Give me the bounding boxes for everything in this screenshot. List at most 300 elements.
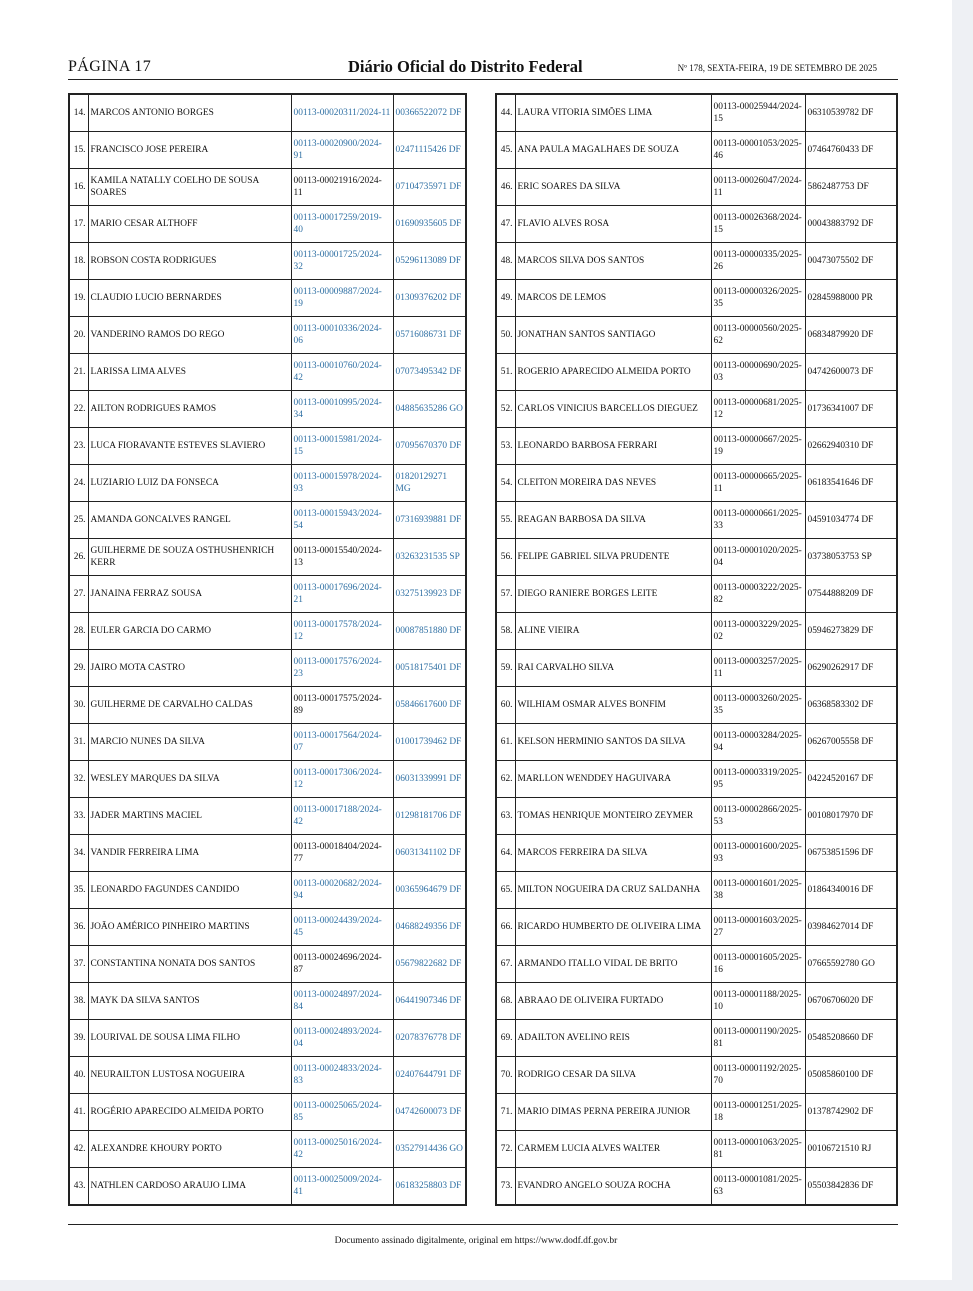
process-number: 00113-00024897/2024-84 — [291, 983, 393, 1020]
process-number: 00113-00001605/2025-16 — [711, 946, 805, 983]
row-number: 50. — [496, 317, 515, 354]
table-row — [69, 391, 466, 428]
person-name: MAYK DA SILVA SANTOS — [88, 983, 291, 1020]
table-row — [69, 280, 466, 317]
process-number: 00113-00024833/2024-83 — [291, 1057, 393, 1094]
document-number: 02662940310 DF — [805, 428, 897, 465]
process-number: 00113-00001188/2025-10 — [711, 983, 805, 1020]
process-number: 00113-00003229/2025-02 — [711, 613, 805, 650]
row-number: 25. — [69, 502, 88, 539]
person-name: DIEGO RANIERE BORGES LEITE — [515, 576, 711, 613]
person-name: ROGERIO APARECIDO ALMEIDA PORTO — [515, 354, 711, 391]
document-number: 04688249356 DF — [393, 909, 466, 946]
person-name: LAURA VITORIA SIMÕES LIMA — [515, 94, 711, 132]
document-number: 01690935605 DF — [393, 206, 466, 243]
person-name: MILTON NOGUEIRA DA CRUZ SALDANHA — [515, 872, 711, 909]
row-number: 16. — [69, 169, 88, 206]
process-number: 00113-00025944/2024-15 — [711, 94, 805, 132]
person-name: EULER GARCIA DO CARMO — [88, 613, 291, 650]
document-number: 04885635286 GO — [393, 391, 466, 428]
document-number: 00043883792 DF — [805, 206, 897, 243]
document-number: 02471115426 DF — [393, 132, 466, 169]
row-number: 57. — [496, 576, 515, 613]
row-number: 53. — [496, 428, 515, 465]
person-name: ARMANDO ITALLO VIDAL DE BRITO — [515, 946, 711, 983]
row-number: 69. — [496, 1020, 515, 1057]
process-number: 00113-00003319/2025-95 — [711, 761, 805, 798]
table-row — [496, 169, 897, 206]
table-row — [496, 132, 897, 169]
page-number: PÁGINA 17 — [68, 58, 152, 75]
person-name: WESLEY MARQUES DA SILVA — [88, 761, 291, 798]
person-name: CLEITON MOREIRA DAS NEVES — [515, 465, 711, 502]
person-name: CARLOS VINICIUS BARCELLOS DIEGUEZ — [515, 391, 711, 428]
process-number: 00113-00025016/2024-42 — [291, 1131, 393, 1168]
process-number: 00113-00000665/2025-11 — [711, 465, 805, 502]
document-number: 01820129271 MG — [393, 465, 466, 502]
process-number: 00113-00001053/2025-46 — [711, 132, 805, 169]
person-name: MARLLON WENDDEY HAGUIVARA — [515, 761, 711, 798]
document-number: 06031341102 DF — [393, 835, 466, 872]
person-name: ANA PAULA MAGALHAES DE SOUZA — [515, 132, 711, 169]
table-row — [496, 502, 897, 539]
table-row — [496, 613, 897, 650]
document-number: 01736341007 DF — [805, 391, 897, 428]
row-number: 28. — [69, 613, 88, 650]
document-number: 05846617600 DF — [393, 687, 466, 724]
table-row — [496, 280, 897, 317]
row-number: 35. — [69, 872, 88, 909]
table-row — [69, 761, 466, 798]
table-row — [69, 1094, 466, 1131]
process-number: 00113-00001192/2025-70 — [711, 1057, 805, 1094]
row-number: 23. — [69, 428, 88, 465]
document-number: 00366522072 DF — [393, 94, 466, 132]
person-name: NEURAILTON LUSTOSA NOGUEIRA — [88, 1057, 291, 1094]
row-number: 17. — [69, 206, 88, 243]
table-row — [496, 650, 897, 687]
process-number: 00113-00001020/2025-04 — [711, 539, 805, 576]
person-name: CONSTANTINA NONATA DOS SANTOS — [88, 946, 291, 983]
table-row — [496, 798, 897, 835]
process-number: 00113-00017578/2024-12 — [291, 613, 393, 650]
document-number: 07544888209 DF — [805, 576, 897, 613]
person-name: GUILHERME DE SOUZA OSTHUSHENRICH KERR — [88, 539, 291, 576]
person-name: LEONARDO FAGUNDES CANDIDO — [88, 872, 291, 909]
table-row — [69, 650, 466, 687]
document-number: 07464760433 DF — [805, 132, 897, 169]
document-number: 03275139923 DF — [393, 576, 466, 613]
header-divider — [68, 79, 898, 80]
process-number: 00113-00020311/2024-11 — [291, 94, 393, 132]
document-number: 07316939881 DF — [393, 502, 466, 539]
table-row — [69, 539, 466, 576]
process-number: 00113-00018404/2024-77 — [291, 835, 393, 872]
row-number: 31. — [69, 724, 88, 761]
person-name: LEONARDO BARBOSA FERRARI — [515, 428, 711, 465]
person-name: CARMEM LUCIA ALVES WALTER — [515, 1131, 711, 1168]
table-row — [496, 1131, 897, 1168]
row-number: 68. — [496, 983, 515, 1020]
process-number: 00113-00017259/2019-40 — [291, 206, 393, 243]
table-row — [496, 354, 897, 391]
row-number: 58. — [496, 613, 515, 650]
table-row — [496, 465, 897, 502]
document-number: 06183541646 DF — [805, 465, 897, 502]
table-row — [496, 983, 897, 1020]
row-number: 30. — [69, 687, 88, 724]
process-number: 00113-00001251/2025-18 — [711, 1094, 805, 1131]
person-name: RODRIGO CESAR DA SILVA — [515, 1057, 711, 1094]
person-name: MARCOS ANTONIO BORGES — [88, 94, 291, 132]
row-number: 39. — [69, 1020, 88, 1057]
process-number: 00113-00001081/2025-63 — [711, 1168, 805, 1206]
person-name: ADAILTON AVELINO REIS — [515, 1020, 711, 1057]
document-number: 07095670370 DF — [393, 428, 466, 465]
table-row — [496, 1057, 897, 1094]
table-row — [69, 1057, 466, 1094]
document-number: 06267005558 DF — [805, 724, 897, 761]
person-name: GUILHERME DE CARVALHO CALDAS — [88, 687, 291, 724]
process-number: 00113-00000667/2025-19 — [711, 428, 805, 465]
row-number: 32. — [69, 761, 88, 798]
person-name: ERIC SOARES DA SILVA — [515, 169, 711, 206]
table-row — [496, 539, 897, 576]
table-row — [69, 1131, 466, 1168]
row-number: 36. — [69, 909, 88, 946]
person-name: FRANCISCO JOSE PEREIRA — [88, 132, 291, 169]
table-row — [69, 94, 466, 132]
document-number: 06183258803 DF — [393, 1168, 466, 1206]
document-number: 04224520167 DF — [805, 761, 897, 798]
row-number: 71. — [496, 1094, 515, 1131]
process-number: 00113-00001725/2024-32 — [291, 243, 393, 280]
document-number: 5862487753 DF — [805, 169, 897, 206]
person-name: ROGÉRIO APARECIDO ALMEIDA PORTO — [88, 1094, 291, 1131]
row-number: 24. — [69, 465, 88, 502]
row-number: 38. — [69, 983, 88, 1020]
process-number: 00113-00015540/2024-13 — [291, 539, 393, 576]
person-name: KELSON HERMINIO SANTOS DA SILVA — [515, 724, 711, 761]
person-name: ALEXANDRE KHOURY PORTO — [88, 1131, 291, 1168]
process-number: 00113-00000681/2025-12 — [711, 391, 805, 428]
row-number: 59. — [496, 650, 515, 687]
document-number: 05946273829 DF — [805, 613, 897, 650]
row-number: 54. — [496, 465, 515, 502]
row-number: 43. — [69, 1168, 88, 1206]
person-name: JADER MARTINS MACIEL — [88, 798, 291, 835]
document-number: 01864340016 DF — [805, 872, 897, 909]
person-name: CLAUDIO LUCIO BERNARDES — [88, 280, 291, 317]
document-number: 00106721510 RJ — [805, 1131, 897, 1168]
row-number: 15. — [69, 132, 88, 169]
process-number: 00113-00000661/2025-33 — [711, 502, 805, 539]
process-number: 00113-00017564/2024-07 — [291, 724, 393, 761]
table-row — [496, 94, 897, 132]
document-number: 03738053753 SP — [805, 539, 897, 576]
process-number: 00113-00003260/2025-35 — [711, 687, 805, 724]
document-number: 02407644791 DF — [393, 1057, 466, 1094]
row-number: 29. — [69, 650, 88, 687]
edition-info: Nº 178, SEXTA-FEIRA, 19 DE SETEMBRO DE 2025 — [677, 63, 877, 73]
table-row — [496, 946, 897, 983]
document-number: 03984627014 DF — [805, 909, 897, 946]
process-number: 00113-00000690/2025-03 — [711, 354, 805, 391]
row-number: 67. — [496, 946, 515, 983]
person-name: FELIPE GABRIEL SILVA PRUDENTE — [515, 539, 711, 576]
process-number: 00113-00010336/2024-06 — [291, 317, 393, 354]
document-number: 00108017970 DF — [805, 798, 897, 835]
table-row — [496, 909, 897, 946]
process-number: 00113-00021916/2024-11 — [291, 169, 393, 206]
process-number: 00113-00017188/2024-42 — [291, 798, 393, 835]
process-number: 00113-00002866/2025-53 — [711, 798, 805, 835]
row-number: 19. — [69, 280, 88, 317]
row-number: 62. — [496, 761, 515, 798]
process-number: 00113-00001600/2025-93 — [711, 835, 805, 872]
row-number: 51. — [496, 354, 515, 391]
table-row — [69, 835, 466, 872]
row-number: 21. — [69, 354, 88, 391]
process-number: 00113-00017576/2024-23 — [291, 650, 393, 687]
person-name: ROBSON COSTA RODRIGUES — [88, 243, 291, 280]
row-number: 72. — [496, 1131, 515, 1168]
row-number: 70. — [496, 1057, 515, 1094]
process-number: 00113-00026047/2024-11 — [711, 169, 805, 206]
person-name: VANDERINO RAMOS DO REGO — [88, 317, 291, 354]
document-number: 00087851880 DF — [393, 613, 466, 650]
row-number: 52. — [496, 391, 515, 428]
document-number: 07073495342 DF — [393, 354, 466, 391]
table-row — [69, 909, 466, 946]
person-name: VANDIR FERREIRA LIMA — [88, 835, 291, 872]
document-number: 01001739462 DF — [393, 724, 466, 761]
process-number: 00113-00000326/2025-35 — [711, 280, 805, 317]
process-number: 00113-00001601/2025-38 — [711, 872, 805, 909]
document-number: 05296113089 DF — [393, 243, 466, 280]
person-name: MARCOS FERREIRA DA SILVA — [515, 835, 711, 872]
person-name: MARIO DIMAS PERNA PEREIRA JUNIOR — [515, 1094, 711, 1131]
document-number: 01378742902 DF — [805, 1094, 897, 1131]
person-name: MARCOS DE LEMOS — [515, 280, 711, 317]
table-row — [496, 206, 897, 243]
row-number: 40. — [69, 1057, 88, 1094]
row-number: 55. — [496, 502, 515, 539]
row-number: 44. — [496, 94, 515, 132]
process-number: 00113-00025009/2024-41 — [291, 1168, 393, 1206]
document-number: 06368583302 DF — [805, 687, 897, 724]
row-number: 34. — [69, 835, 88, 872]
document-number: 03263231535 SP — [393, 539, 466, 576]
table-row — [496, 317, 897, 354]
table-row — [69, 1168, 466, 1206]
document-number: 06031339991 DF — [393, 761, 466, 798]
row-number: 66. — [496, 909, 515, 946]
document-number: 01298181706 DF — [393, 798, 466, 835]
table-row — [496, 576, 897, 613]
document-number: 05679822682 DF — [393, 946, 466, 983]
table-row — [69, 946, 466, 983]
row-number: 63. — [496, 798, 515, 835]
row-number: 47. — [496, 206, 515, 243]
process-number: 00113-00026368/2024-15 — [711, 206, 805, 243]
process-number: 00113-00015981/2024-15 — [291, 428, 393, 465]
document-number: 05716086731 DF — [393, 317, 466, 354]
table-row — [69, 169, 466, 206]
registry-table-left — [68, 93, 467, 1206]
table-row — [496, 1020, 897, 1057]
person-name: LUZIARIO LUIZ DA FONSECA — [88, 465, 291, 502]
table-row — [496, 1094, 897, 1131]
process-number: 00113-00010995/2024-34 — [291, 391, 393, 428]
person-name: RICARDO HUMBERTO DE OLIVEIRA LIMA — [515, 909, 711, 946]
table-row — [69, 206, 466, 243]
row-number: 22. — [69, 391, 88, 428]
row-number: 27. — [69, 576, 88, 613]
document-number: 04742600073 DF — [393, 1094, 466, 1131]
table-row — [496, 243, 897, 280]
table-row — [496, 428, 897, 465]
table-row — [69, 872, 466, 909]
row-number: 46. — [496, 169, 515, 206]
table-row — [496, 1168, 897, 1206]
process-number: 00113-00024439/2024-45 — [291, 909, 393, 946]
person-name: AILTON RODRIGUES RAMOS — [88, 391, 291, 428]
document-number: 02078376778 DF — [393, 1020, 466, 1057]
person-name: KAMILA NATALLY COELHO DE SOUSA SOARES — [88, 169, 291, 206]
document-number: 06441907346 DF — [393, 983, 466, 1020]
table-row — [69, 576, 466, 613]
row-number: 14. — [69, 94, 88, 132]
document-number: 02845988000 PR — [805, 280, 897, 317]
row-number: 41. — [69, 1094, 88, 1131]
person-name: JONATHAN SANTOS SANTIAGO — [515, 317, 711, 354]
registry-table-right — [495, 93, 898, 1206]
person-name: LARISSA LIMA ALVES — [88, 354, 291, 391]
table-row — [496, 687, 897, 724]
row-number: 65. — [496, 872, 515, 909]
document-number: 00473075502 DF — [805, 243, 897, 280]
person-name: ABRAAO DE OLIVEIRA FURTADO — [515, 983, 711, 1020]
process-number: 00113-00024696/2024-87 — [291, 946, 393, 983]
person-name: LOURIVAL DE SOUSA LIMA FILHO — [88, 1020, 291, 1057]
signature-note: Documento assinado digitalmente, original em https://www.dodf.df.gov.br — [334, 1236, 618, 1246]
document-number: 07665592780 GO — [805, 946, 897, 983]
process-number: 00113-00003284/2025-94 — [711, 724, 805, 761]
document-number: 07104735971 DF — [393, 169, 466, 206]
person-name: RAI CARVALHO SILVA — [515, 650, 711, 687]
row-number: 37. — [69, 946, 88, 983]
document-number: 04591034774 DF — [805, 502, 897, 539]
table-row — [69, 613, 466, 650]
document-number: 06310539782 DF — [805, 94, 897, 132]
process-number: 00113-00024893/2024-04 — [291, 1020, 393, 1057]
table-row — [496, 872, 897, 909]
table-row — [69, 724, 466, 761]
person-name: FLAVIO ALVES ROSA — [515, 206, 711, 243]
process-number: 00113-00025065/2024-85 — [291, 1094, 393, 1131]
document-number: 05485208660 DF — [805, 1020, 897, 1057]
person-name: JANAINA FERRAZ SOUSA — [88, 576, 291, 613]
process-number: 00113-00015943/2024-54 — [291, 502, 393, 539]
person-name: WILHIAM OSMAR ALVES BONFIM — [515, 687, 711, 724]
process-number: 00113-00020900/2024-91 — [291, 132, 393, 169]
person-name: MARIO CESAR ALTHOFF — [88, 206, 291, 243]
table-row — [69, 428, 466, 465]
document-number: 05503842836 DF — [805, 1168, 897, 1206]
person-name: AMANDA GONCALVES RANGEL — [88, 502, 291, 539]
document-number: 06753851596 DF — [805, 835, 897, 872]
person-name: EVANDRO ANGELO SOUZA ROCHA — [515, 1168, 711, 1206]
document-number: 06290262917 DF — [805, 650, 897, 687]
table-row — [496, 724, 897, 761]
table-row — [496, 391, 897, 428]
person-name: LUCA FIORAVANTE ESTEVES SLAVIERO — [88, 428, 291, 465]
row-number: 61. — [496, 724, 515, 761]
table-row — [496, 835, 897, 872]
document-number: 01309376202 DF — [393, 280, 466, 317]
document-number: 06834879920 DF — [805, 317, 897, 354]
table-row — [69, 502, 466, 539]
process-number: 00113-00001190/2025-81 — [711, 1020, 805, 1057]
person-name: NATHLEN CARDOSO ARAUJO LIMA — [88, 1168, 291, 1206]
process-number: 00113-00003257/2025-11 — [711, 650, 805, 687]
document-number: 06706706020 DF — [805, 983, 897, 1020]
row-number: 42. — [69, 1131, 88, 1168]
process-number: 00113-00017306/2024-12 — [291, 761, 393, 798]
row-number: 20. — [69, 317, 88, 354]
person-name: REAGAN BARBOSA DA SILVA — [515, 502, 711, 539]
row-number: 18. — [69, 243, 88, 280]
row-number: 45. — [496, 132, 515, 169]
person-name: MARCIO NUNES DA SILVA — [88, 724, 291, 761]
person-name: MARCOS SILVA DOS SANTOS — [515, 243, 711, 280]
person-name: TOMAS HENRIQUE MONTEIRO ZEYMER — [515, 798, 711, 835]
process-number: 00113-00020682/2024-94 — [291, 872, 393, 909]
table-row — [69, 317, 466, 354]
row-number: 48. — [496, 243, 515, 280]
process-number: 00113-00010760/2024-42 — [291, 354, 393, 391]
table-row — [69, 983, 466, 1020]
process-number: 00113-00009887/2024-19 — [291, 280, 393, 317]
process-number: 00113-00000560/2025-62 — [711, 317, 805, 354]
document-number: 00365964679 DF — [393, 872, 466, 909]
footer-divider — [68, 1224, 898, 1225]
table-row — [496, 761, 897, 798]
table-row — [69, 132, 466, 169]
row-number: 64. — [496, 835, 515, 872]
table-row — [69, 798, 466, 835]
process-number: 00113-00017696/2024-21 — [291, 576, 393, 613]
process-number: 00113-00001063/2025-81 — [711, 1131, 805, 1168]
table-row — [69, 687, 466, 724]
row-number: 26. — [69, 539, 88, 576]
process-number: 00113-00001603/2025-27 — [711, 909, 805, 946]
row-number: 73. — [496, 1168, 515, 1206]
row-number: 49. — [496, 280, 515, 317]
table-row — [69, 465, 466, 502]
document-number: 00518175401 DF — [393, 650, 466, 687]
document-number: 05085860100 DF — [805, 1057, 897, 1094]
document-number: 04742600073 DF — [805, 354, 897, 391]
person-name: JAIRO MOTA CASTRO — [88, 650, 291, 687]
row-number: 60. — [496, 687, 515, 724]
process-number: 00113-00015978/2024-93 — [291, 465, 393, 502]
table-row — [69, 243, 466, 280]
table-row — [69, 354, 466, 391]
row-number: 56. — [496, 539, 515, 576]
process-number: 00113-00000335/2025-26 — [711, 243, 805, 280]
